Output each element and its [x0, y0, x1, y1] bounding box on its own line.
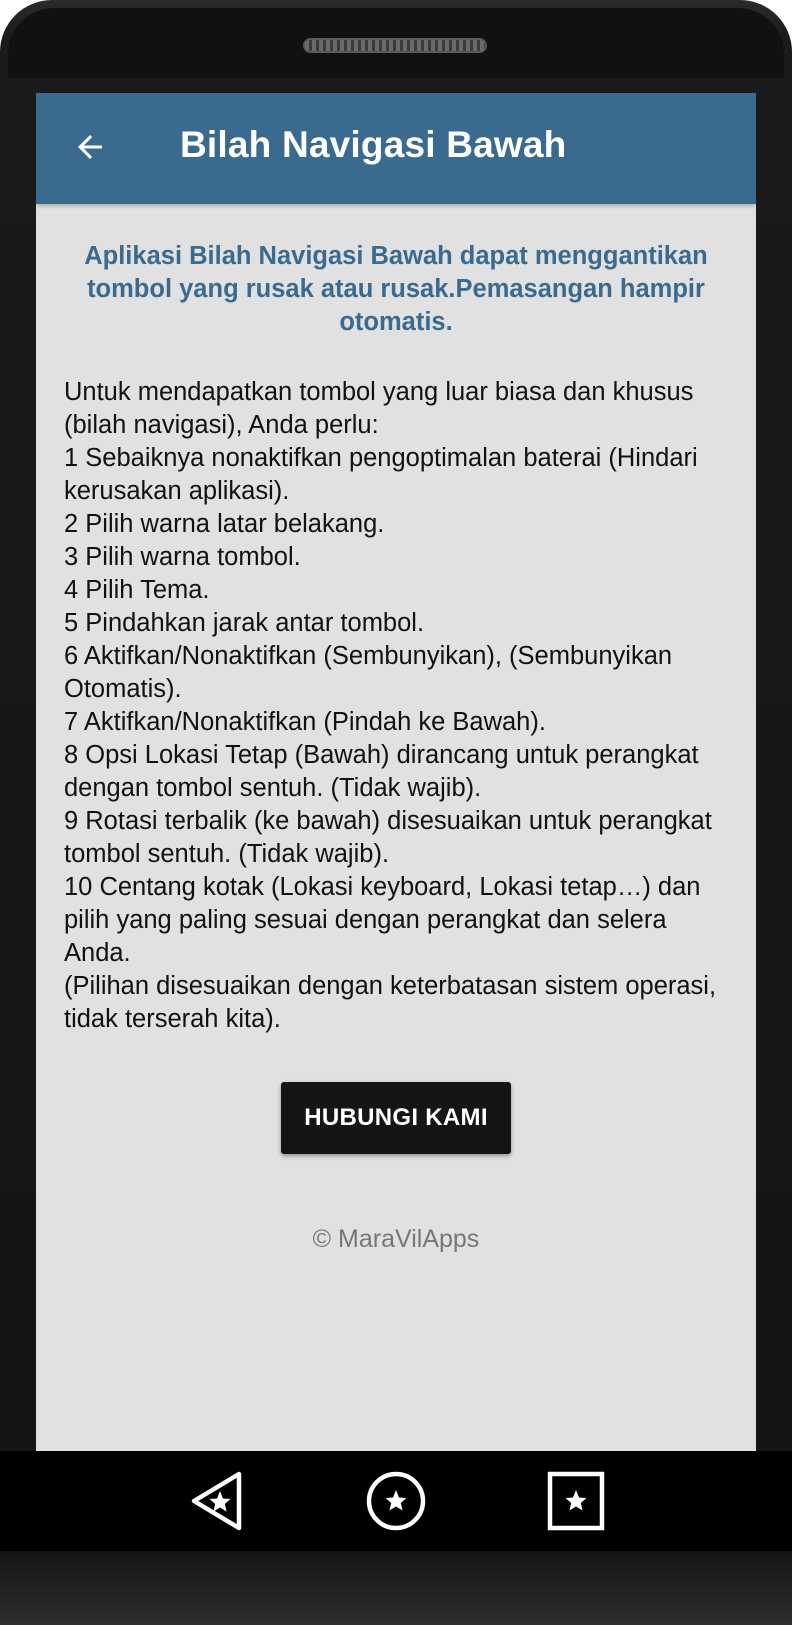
app-screen: [36, 93, 756, 1451]
recents-square-star-icon: [544, 1469, 608, 1533]
nav-home-button[interactable]: [356, 1461, 436, 1541]
back-button[interactable]: [58, 115, 122, 179]
nav-recents-button[interactable]: [536, 1461, 616, 1541]
back-triangle-star-icon: [186, 1469, 250, 1533]
nav-back-button[interactable]: [178, 1461, 258, 1541]
contact-us-button[interactable]: HUBUNGI KAMI: [281, 1082, 511, 1154]
earpiece-speaker: [303, 38, 487, 53]
page-title: Bilah Navigasi Bawah: [180, 124, 567, 165]
bottom-bezel: [0, 1551, 792, 1625]
instructions-text: Untuk mendapatkan tombol yang luar biasa dan khusus (bilah navigasi), Anda perlu: 1 Sebaiknya nonaktifkan pengoptimalan baterai (Hindari kerusakan aplikasi). 2 Pilih warna latar belakang. 3 Pilih warna tombol. 4 Pilih Tema. 5 Pindahkan jarak antar tombol. 6 Aktifkan/Nonaktifkan (Sembunyikan), (Sembunyikan Otomatis). 7 Aktifkan/Nonaktifkan (Pindah ke Bawah). 8 Opsi Lokasi Tetap (Bawah) dirancang untuk perangkat dengan tombol sentuh. (Tidak wajib). 9 Rotasi terbalik (ke bawah) disesuaikan untuk perangkat tombol sentuh. (Tidak wajib). 10 Centang kotak (Lokasi keyboard, Lokasi tetap…) dan pilih yang paling sesuai dengan perangkat dan selera Anda. (Pilihan disesuaikan dengan keterbatasan sistem operasi, tidak terserah kita).: [64, 378, 717, 1033]
copyright-text: © MaraVilApps: [312, 1225, 480, 1253]
intro-text: Aplikasi Bilah Navigasi Bawah dapat menggantikan tombol yang rusak atau rusak.Pemasangan hampir otomatis.: [84, 242, 708, 336]
home-circle-star-icon: [364, 1469, 428, 1533]
system-nav-bar: [0, 1451, 792, 1551]
arrow-left-icon: [72, 129, 108, 165]
app-bar: [36, 93, 756, 204]
